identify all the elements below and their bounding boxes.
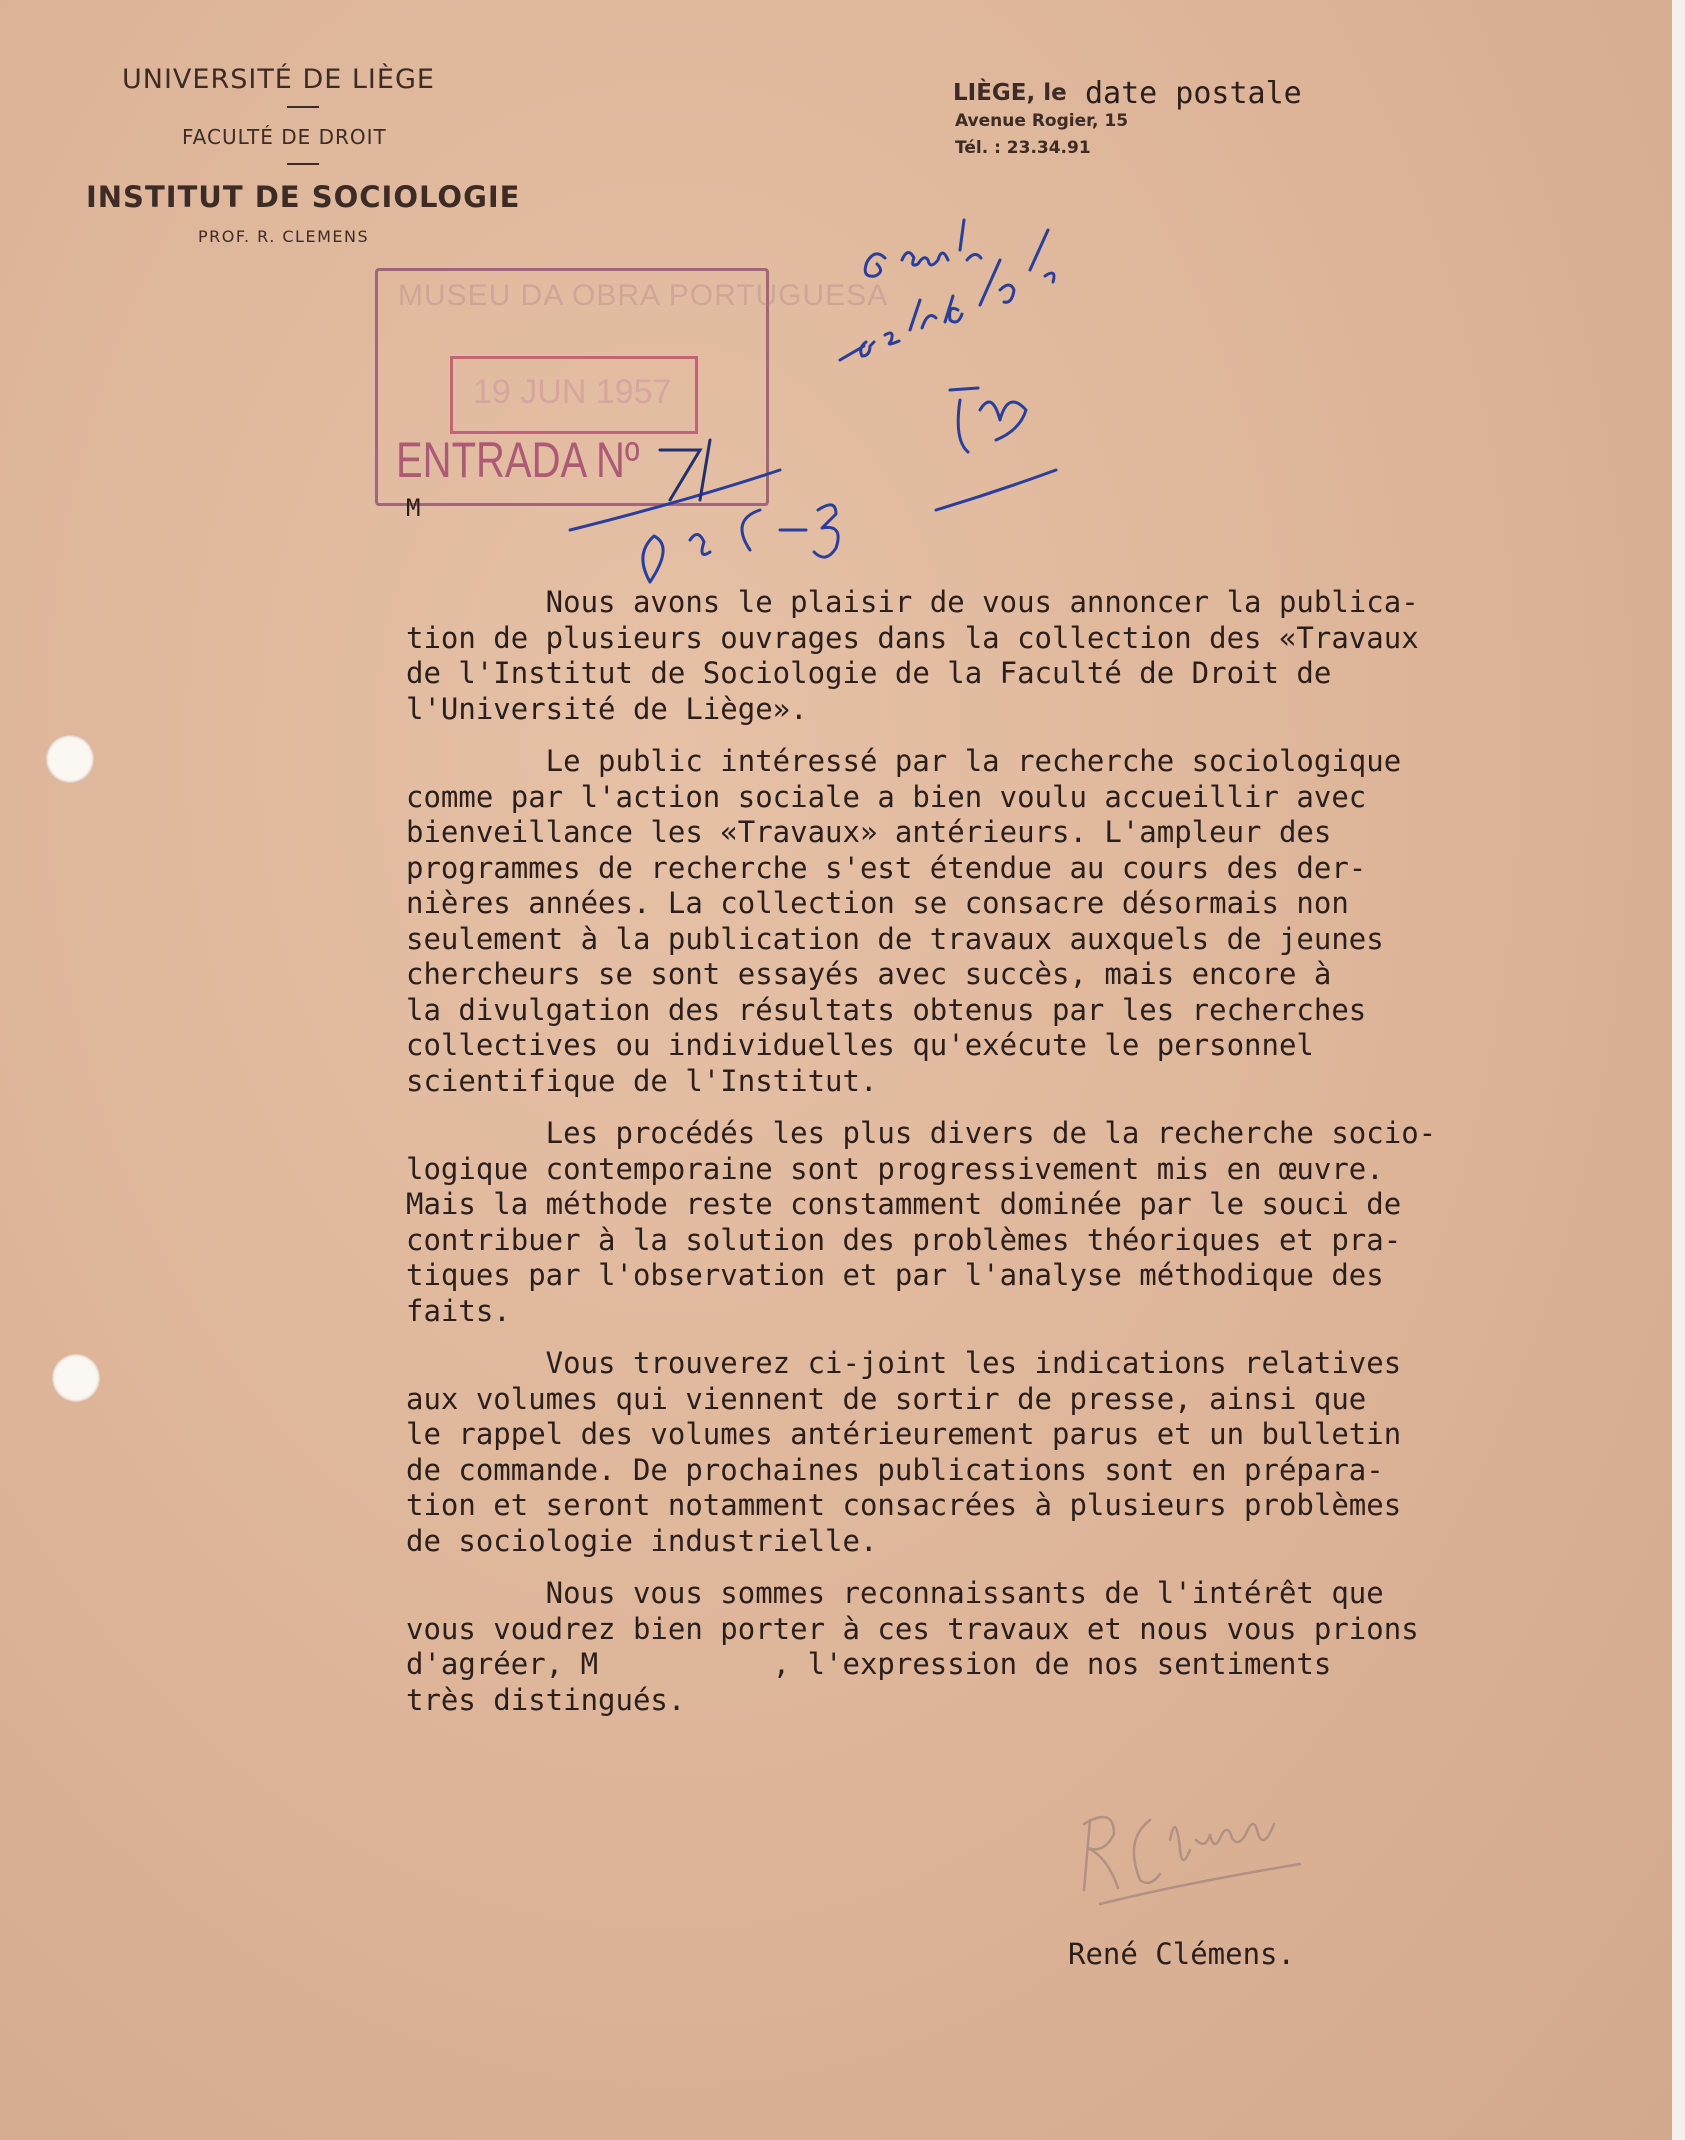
- stamp-number-handwriting: [640, 420, 780, 510]
- paragraph-5: Nous vous sommes reconnaissants de l'intérêt que vous voudrez bien porter à ces travaux et nous vous prions d'agréer, M , l'expression de nos sentiments très distingués.: [406, 1576, 1419, 1717]
- paragraph-3: Les procédés les plus divers de la recherche socio- logique contemporaine sont progressivement mis en œuvre. Mais la méthode reste constamment dominée par le souci de contribuer à la solution des problèmes théoriques et pra- tiques par l'observation et par l'analyse méthodique des faits.: [406, 1116, 1437, 1328]
- university-name: UNIVERSITÉ DE LIÈGE: [122, 64, 435, 95]
- typed-signature: René Clémens.: [1068, 1937, 1295, 1971]
- letter-body: [406, 585, 1636, 1735]
- paragraph-1: Nous avons le plaisir de vous annoncer la publica- tion de plusieurs ouvrages dans la collection des «Travaux de l'Institut de Sociologie de la Faculté de Droit de l'Université de Liège».: [406, 585, 1419, 726]
- institute-name: INSTITUT DE SOCIOLOGIE: [86, 180, 521, 214]
- professor-name: PROF. R. CLEMENS: [198, 227, 370, 246]
- paragraph-4: Vous trouverez ci-joint les indications relatives aux volumes qui viennent de sortir de presse, ainsi que le rappel des volumes antérieurement parus et un bulletin de commande. De prochaines publications sont en prépara- tion et seront notamment consacrées à plusieurs problèmes de sociologie industrielle.: [406, 1346, 1402, 1558]
- address-city: LIÈGE, le: [953, 80, 1067, 106]
- salutation: M: [406, 494, 421, 522]
- letterhead-rule-2: [287, 163, 319, 165]
- stamp-date: 19 JUN 1957: [473, 373, 672, 411]
- punch-hole-bottom: [52, 1354, 100, 1402]
- paragraph-2: Le public intéressé par la recherche sociologique comme par l'action sociale a bien voulu accueillir avec bienveillance les «Travaux» antérieurs. L'ampleur des programmes de recherche s'est étendue au cours des der- nières années. La collection se consacre désormais non seulement à la publication de travaux auxquels de jeunes chercheurs se sont essayés avec succès, mais encore à la divulgation des résultats obtenus par les recherches collectives ou individuelles qu'exécute le personnel scientifique de l'Institut.: [406, 744, 1402, 1098]
- annotation-ref: C-5/3: [760, 564, 764, 565]
- faculty-name: FACULTÉ DE DROIT: [182, 125, 387, 149]
- letterhead-rule-1: [287, 106, 319, 108]
- punch-hole-top: [46, 735, 94, 783]
- handwritten-annotations: [540, 210, 1100, 590]
- stamp-entrada-label: ENTRADA Nº: [396, 432, 640, 488]
- handwritten-signature: [1070, 1780, 1330, 1910]
- address-street: Avenue Rogier, 15: [955, 111, 1129, 131]
- address-phone: Tél. : 23.34.91: [955, 138, 1091, 158]
- stamp-museum-text: MUSEU DA OBRA PORTUGUESA: [398, 279, 889, 312]
- scan-edge: [1672, 0, 1685, 2140]
- address-date: date postale: [1085, 76, 1302, 111]
